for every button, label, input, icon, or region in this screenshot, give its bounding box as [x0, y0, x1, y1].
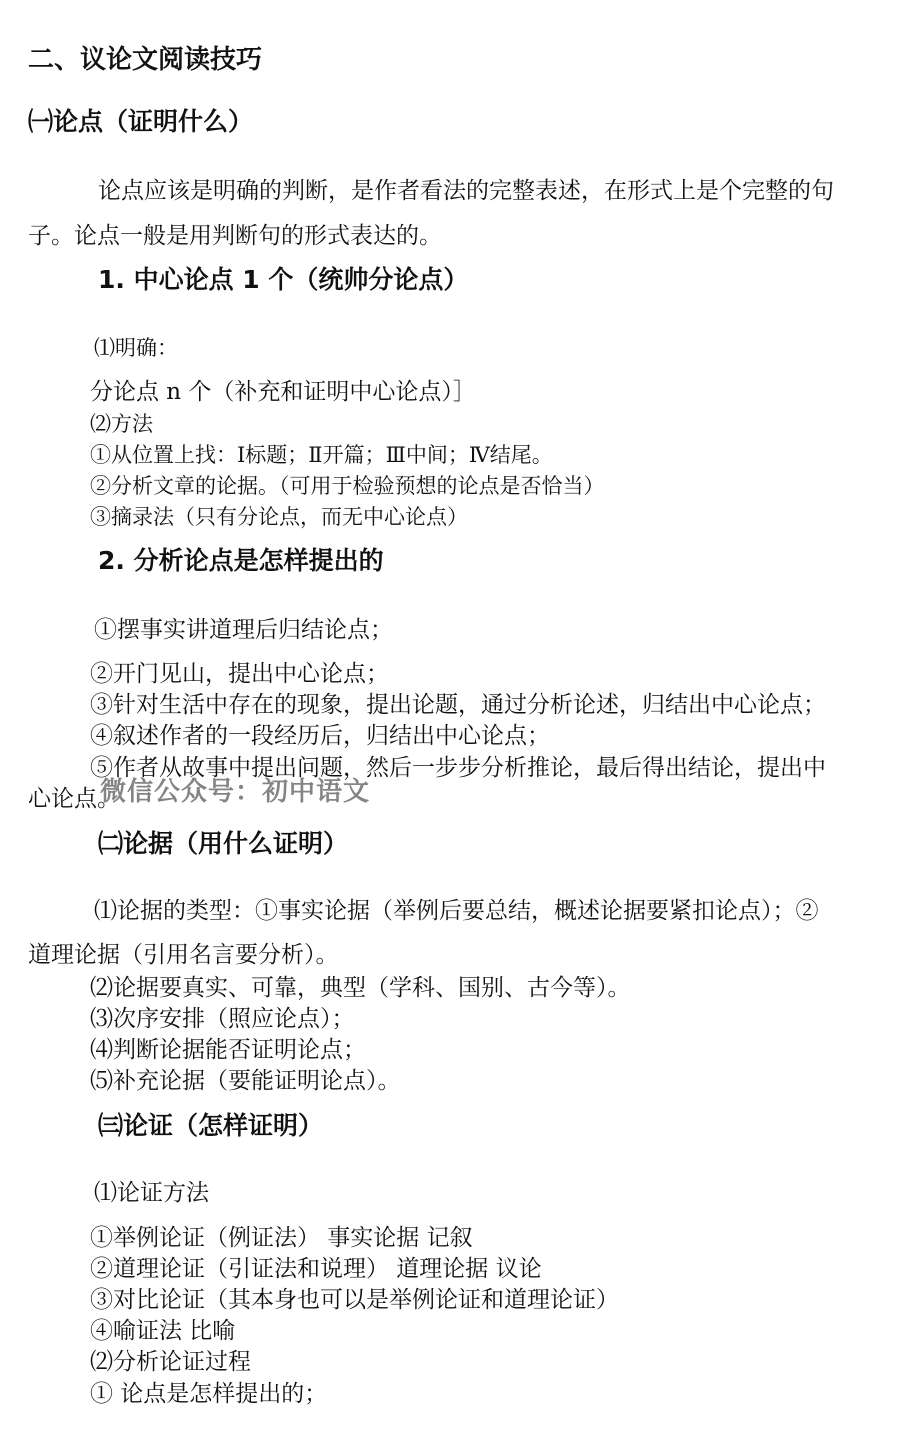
list-item: 道理论据（引用名言要分析）。: [28, 942, 339, 968]
list-item: ③摘录法（只有分论点，而无中心论点）: [90, 505, 468, 529]
list-item: 心论点。: [28, 786, 120, 812]
list-item: ⑴明确：: [94, 336, 178, 360]
page-title: 二、议论文阅读技巧: [28, 45, 263, 75]
section-heading-claim: ㈠论点（证明什么）: [28, 107, 254, 136]
list-item: ⑴论据的类型：①事实论据（举例后要总结，概述论据要紧扣论点）；②: [94, 898, 819, 924]
list-item: ⑸补充论据（要能证明论点）。: [90, 1068, 401, 1094]
list-item: ⑤作者从故事中提出问题，然后一步步分析推论，最后得出结论，提出中: [90, 755, 826, 781]
paragraph-line: 论点应该是明确的判断，是作者看法的完整表述，在形式上是个完整的句: [98, 178, 834, 204]
list-item: ②分析文章的论据。（可用于检验预想的论点是否恰当）: [90, 474, 605, 498]
list-item: 分论点 n 个（补充和证明中心论点）］: [90, 379, 476, 405]
paragraph-line: 子。论点一般是用判断句的形式表达的。: [28, 223, 442, 249]
list-item: ①摆事实讲道理后归结论点；: [94, 617, 393, 643]
list-item: ①举例论证（例证法） 事实论据 记叙: [90, 1225, 473, 1251]
list-item: ②开门见山，提出中心论点；: [90, 661, 389, 687]
list-item: ⑵方法: [90, 412, 153, 436]
list-item: ④叙述作者的一段经历后，归结出中心论点；: [90, 723, 550, 749]
section-heading-argumentation: ㈢论证（怎样证明）: [98, 1111, 324, 1140]
list-item: ① 论点是怎样提出的；: [90, 1381, 328, 1407]
list-item: ②道理论证（引证法和说理） 道理论据 议论: [90, 1256, 542, 1282]
list-item: ①从位置上找：Ⅰ标题；Ⅱ开篇；Ⅲ中间；Ⅳ结尾。: [90, 443, 553, 467]
watermark: 微信公众号：初中语文: [100, 777, 371, 807]
list-item: ⑵论据要真实、可靠，典型（学科、国别、古今等）。: [90, 975, 631, 1001]
list-item: ④喻证法 比喻: [90, 1318, 236, 1344]
section-heading-evidence: ㈡论据（用什么证明）: [98, 829, 349, 858]
list-item: ⑶次序安排（照应论点）；: [90, 1006, 355, 1032]
subheading-claim-raising: 2. 分析论点是怎样提出的: [98, 546, 384, 575]
list-item: ③对比论证（其本身也可以是举例论证和道理论证）: [90, 1287, 619, 1313]
list-item: ③针对生活中存在的现象，提出论题，通过分析论述，归结出中心论点；: [90, 692, 826, 718]
list-item: ⑴论证方法: [94, 1180, 209, 1206]
subheading-central-claim: 1. 中心论点 1 个（统帅分论点）: [98, 265, 469, 294]
list-item: ⑵分析论证过程: [90, 1349, 251, 1375]
list-item: ⑷判断论据能否证明论点；: [90, 1037, 366, 1063]
